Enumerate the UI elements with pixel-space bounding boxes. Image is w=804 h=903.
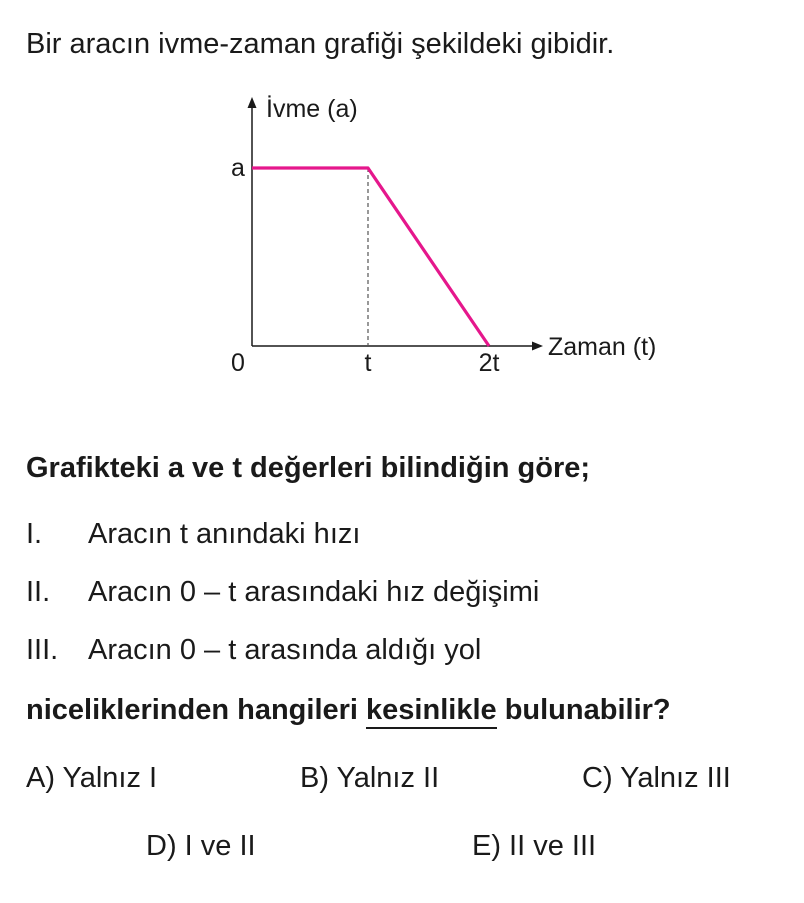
- choice-d[interactable]: D) I ve II: [146, 830, 256, 862]
- question-end-after: bulunabilir?: [496, 694, 671, 726]
- choice-c[interactable]: C) Yalnız III: [582, 762, 731, 794]
- x-axis-arrow-icon: [532, 342, 543, 351]
- statement-roman-2: II.: [26, 576, 51, 608]
- x-tick-2t: 2t: [478, 349, 500, 377]
- x-axis-label: Zaman (t): [548, 333, 657, 361]
- acceleration-series-line: [252, 168, 489, 346]
- y-tick-a: a: [231, 154, 245, 182]
- question-end-before: niceliklerinden hangileri: [26, 694, 367, 726]
- acceleration-time-graph: [0, 0, 804, 420]
- statement-text-1: Aracın t anındaki hızı: [88, 518, 361, 550]
- choice-a[interactable]: A) Yalnız I: [26, 762, 158, 794]
- choice-b[interactable]: B) Yalnız II: [300, 762, 440, 794]
- question-emphasis: kesinlikle: [366, 694, 497, 729]
- y-axis-arrow-icon: [248, 97, 257, 108]
- y-axis-label: İvme (a): [266, 95, 358, 123]
- question-end: [26, 688, 671, 732]
- choice-e[interactable]: E) II ve III: [472, 830, 597, 862]
- question-lead: Grafikteki a ve t değerleri bilindiğin göre;: [26, 452, 591, 484]
- origin-label: 0: [231, 349, 245, 377]
- statement-roman-3: III.: [26, 634, 59, 666]
- statement-roman-1: I.: [26, 518, 43, 550]
- statement-text-2: Aracın 0 – t arasındaki hız değişimi: [88, 576, 540, 608]
- x-tick-t: t: [364, 349, 372, 377]
- statement-text-3: Aracın 0 – t arasında aldığı yol: [88, 634, 482, 666]
- intro-text: Bir aracın ivme-zaman grafiği şekildeki gibidir.: [26, 28, 615, 60]
